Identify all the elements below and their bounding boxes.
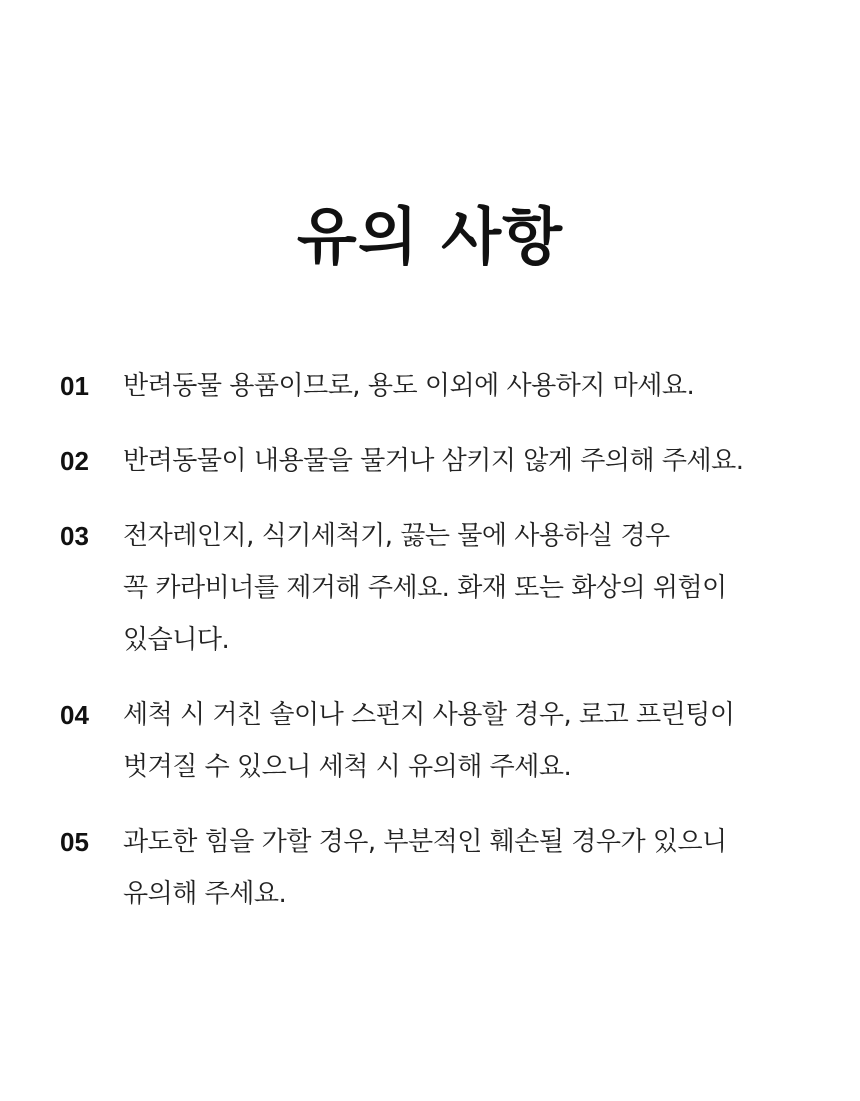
list-item — [60, 435, 840, 487]
item-number: 05 — [60, 827, 89, 857]
item-text-line: 유의해 주세요. — [123, 879, 287, 909]
item-number: 01 — [60, 371, 89, 401]
list-item — [60, 510, 840, 666]
list-item — [60, 689, 840, 793]
item-text-line: 있습니다. — [123, 625, 230, 655]
item-number: 03 — [60, 521, 89, 551]
item-text — [123, 510, 788, 666]
item-text — [123, 689, 788, 793]
item-text — [123, 435, 788, 487]
item-text-line: 과도한 힘을 가할 경우, 부분적인 훼손될 경우가 있으니 — [123, 827, 727, 857]
item-text-line: 벗겨질 수 있으니 세척 시 유의해 주세요. — [123, 752, 572, 782]
list-item — [60, 816, 840, 920]
list-item — [60, 360, 840, 412]
item-text-line: 반려동물이 내용물을 물거나 삼키지 않게 주의해 주세요. — [123, 446, 744, 476]
item-number: 02 — [60, 446, 89, 476]
item-text — [123, 816, 788, 920]
item-text-line: 전자레인지, 식기세척기, 끓는 물에 사용하실 경우 — [123, 521, 670, 551]
item-text-line: 반려동물 용품이므로, 용도 이외에 사용하지 마세요. — [123, 371, 695, 401]
item-text-line: 꼭 카라비너를 제거해 주세요. 화재 또는 화상의 위험이 — [123, 573, 727, 603]
page-title: 유의 사항 — [296, 200, 564, 273]
item-text — [123, 360, 788, 412]
notice-list — [60, 360, 840, 943]
item-text-line: 세척 시 거친 솔이나 스펀지 사용할 경우, 로고 프린팅이 — [123, 700, 735, 730]
item-number: 04 — [60, 700, 89, 730]
